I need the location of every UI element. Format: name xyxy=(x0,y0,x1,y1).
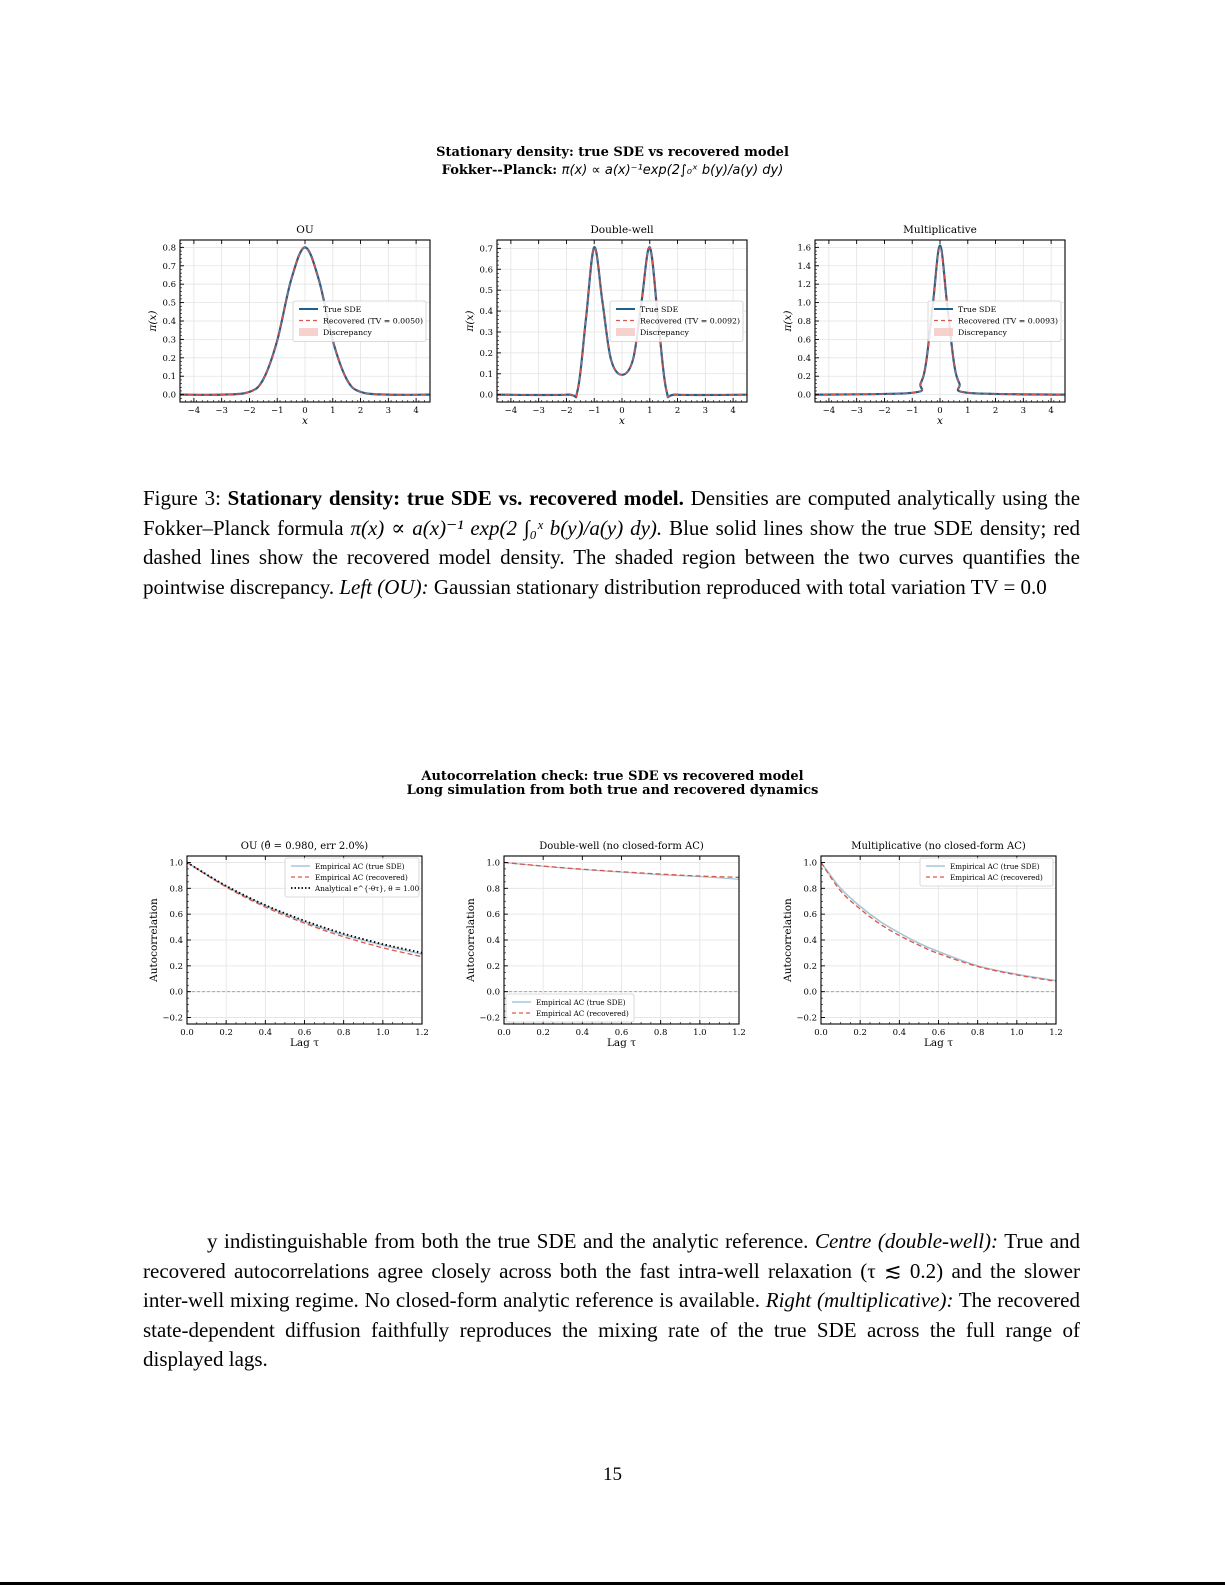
legend xyxy=(928,301,1061,342)
figure3-panel-0 xyxy=(147,224,430,427)
svg-text:1.0: 1.0 xyxy=(486,858,500,869)
svg-text:0.0: 0.0 xyxy=(162,390,176,401)
svg-text:1: 1 xyxy=(330,406,336,416)
svg-text:−4: −4 xyxy=(822,406,836,416)
page-number: 15 xyxy=(603,1464,622,1485)
figure4-suptitle-line2: Long simulation from both true and recovered dynamics xyxy=(406,783,819,798)
svg-text:0.0: 0.0 xyxy=(479,390,493,401)
x-axis-label: x xyxy=(302,415,308,427)
svg-text:0.4: 0.4 xyxy=(486,936,500,946)
y-axis-label: Autocorrelation xyxy=(782,898,794,982)
svg-text:−3: −3 xyxy=(532,406,545,416)
svg-text:0.3: 0.3 xyxy=(479,327,493,338)
figure3-suptitle xyxy=(0,145,1225,179)
svg-text:0.6: 0.6 xyxy=(297,1028,312,1038)
svg-text:1.6: 1.6 xyxy=(797,243,811,254)
svg-text:0.4: 0.4 xyxy=(479,307,493,318)
svg-text:2: 2 xyxy=(357,406,364,416)
figure3-suptitle-line1: Stationary density: true SDE vs recovered model xyxy=(436,145,789,160)
svg-text:0.2: 0.2 xyxy=(536,1028,550,1038)
caption-text-1: Densities are computed analytically using the Fokker–Planck formula xyxy=(143,486,1081,540)
svg-text:1.0: 1.0 xyxy=(1010,1028,1024,1038)
svg-text:−4: −4 xyxy=(504,406,518,416)
svg-text:1: 1 xyxy=(647,406,653,416)
svg-text:0.4: 0.4 xyxy=(575,1028,590,1038)
legend-entry-discrepancy: Discrepancy xyxy=(640,328,689,337)
svg-text:−2: −2 xyxy=(878,406,891,416)
svg-text:0.6: 0.6 xyxy=(614,1028,629,1038)
svg-text:0.2: 0.2 xyxy=(797,372,811,383)
svg-text:0.4: 0.4 xyxy=(892,1028,907,1038)
figure3-suptitle-line2 xyxy=(0,163,1225,179)
svg-text:0.6: 0.6 xyxy=(803,910,817,921)
body-text-3: The recovered state-dependent diffusion faithfully reproduces the mixing rate of the true SDE across the full range of displayed lags. xyxy=(143,1288,1080,1372)
svg-text:3: 3 xyxy=(385,406,392,416)
svg-text:−3: −3 xyxy=(215,406,228,416)
svg-text:1.2: 1.2 xyxy=(797,280,811,291)
legend-entry-1: Empirical AC (recovered) xyxy=(950,873,1043,882)
caption-bold-title: Stationary density: true SDE vs. recovered model. xyxy=(227,486,684,510)
legend xyxy=(506,994,634,1022)
caption-text-2: Blue solid lines show the true SDE density; red dashed lines show the recovered model density. The shaded region between the two curves quantifies the pointwise discrepancy. xyxy=(143,515,1081,599)
svg-text:0.6: 0.6 xyxy=(797,335,811,346)
svg-text:0: 0 xyxy=(937,406,943,416)
svg-text:−3: −3 xyxy=(850,406,863,416)
svg-text:0.2: 0.2 xyxy=(803,961,817,972)
svg-text:0.3: 0.3 xyxy=(162,335,176,346)
legend-entry-0: Empirical AC (true SDE) xyxy=(950,862,1040,871)
caption-label: Figure 3: xyxy=(143,486,221,510)
svg-text:0: 0 xyxy=(619,406,625,416)
svg-text:0.5: 0.5 xyxy=(162,298,176,309)
legend-entry-0: True SDE xyxy=(640,305,679,314)
figure4-panel-0 xyxy=(148,841,429,1049)
svg-text:0.5: 0.5 xyxy=(479,286,493,297)
svg-text:1.0: 1.0 xyxy=(169,858,183,869)
legend-entry-1: Empirical AC (recovered) xyxy=(536,1009,629,1018)
legend-entry-1: Empirical AC (recovered) xyxy=(315,873,408,882)
x-axis-label: x xyxy=(937,415,943,427)
y-axis-label: π(x) xyxy=(782,310,794,332)
figure4-suptitle xyxy=(0,770,1225,798)
legend-entry-0: True SDE xyxy=(323,305,362,314)
svg-text:0.4: 0.4 xyxy=(797,353,811,364)
legend-entry-0: True SDE xyxy=(958,305,997,314)
svg-text:0.7: 0.7 xyxy=(479,244,493,255)
figure4-suptitle-line1: Autocorrelation check: true SDE vs recovered model xyxy=(421,769,804,784)
svg-text:0.4: 0.4 xyxy=(162,317,176,327)
svg-text:1: 1 xyxy=(965,406,971,416)
figure3-panel-2 xyxy=(782,224,1065,427)
y-axis-label: π(x) xyxy=(147,310,159,332)
svg-text:1.2: 1.2 xyxy=(732,1028,746,1038)
svg-text:−4: −4 xyxy=(187,406,201,416)
svg-text:0.6: 0.6 xyxy=(931,1028,946,1038)
body-text-1: y indistinguishable from both the true SDE and the analytic reference. xyxy=(207,1229,809,1253)
svg-text:0.7: 0.7 xyxy=(162,261,176,272)
svg-text:0.4: 0.4 xyxy=(803,936,817,946)
svg-text:0.8: 0.8 xyxy=(803,884,817,895)
svg-text:1.0: 1.0 xyxy=(376,1028,390,1038)
legend-entry-1: Recovered (TV = 0.0093) xyxy=(958,316,1059,326)
svg-text:0.6: 0.6 xyxy=(162,280,176,291)
svg-text:−2: −2 xyxy=(560,406,573,416)
svg-text:0: 0 xyxy=(302,406,308,416)
figure3-suptitle-label: Fokker--Planck: xyxy=(441,163,558,178)
x-axis-label: Lag τ xyxy=(923,1037,954,1049)
legend-entry-1: Recovered (TV = 0.0092) xyxy=(640,316,741,326)
svg-text:0.0: 0.0 xyxy=(497,1028,511,1038)
svg-text:0.2: 0.2 xyxy=(162,353,176,364)
svg-text:0.8: 0.8 xyxy=(970,1028,985,1038)
svg-text:2: 2 xyxy=(992,406,999,416)
figure4-panel-2 xyxy=(782,841,1063,1049)
svg-text:1.0: 1.0 xyxy=(797,298,811,309)
panel-title: Multiplicative xyxy=(903,224,977,236)
legend-entry-discrepancy: Discrepancy xyxy=(958,328,1007,337)
svg-text:0.8: 0.8 xyxy=(336,1028,351,1038)
legend-entry-2: Analytical e^{-θτ}, θ = 1.00 xyxy=(315,884,420,893)
svg-text:−0.2: −0.2 xyxy=(796,1013,817,1024)
figure4-panel-1 xyxy=(465,841,746,1049)
svg-text:0.8: 0.8 xyxy=(169,884,183,895)
legend xyxy=(285,858,420,897)
panel-title: Double-well (no closed-form AC) xyxy=(539,841,704,852)
svg-text:4: 4 xyxy=(413,406,419,416)
figure3-density-plots xyxy=(0,215,1225,440)
legend-entry-0: Empirical AC (true SDE) xyxy=(536,998,626,1007)
legend-entry-0: Empirical AC (true SDE) xyxy=(315,862,405,871)
svg-text:0.0: 0.0 xyxy=(486,987,500,998)
figure3-caption xyxy=(143,484,1080,602)
svg-text:2: 2 xyxy=(674,406,681,416)
svg-text:−1: −1 xyxy=(905,406,919,416)
svg-text:0.8: 0.8 xyxy=(162,243,176,254)
panel-title: OU (θ̂ = 0.980, err 2.0%) xyxy=(240,841,369,852)
legend xyxy=(920,858,1053,886)
figure4-autocorrelation-plots xyxy=(0,830,1225,1060)
x-axis-label: Lag τ xyxy=(289,1037,320,1049)
svg-text:0.0: 0.0 xyxy=(169,987,183,998)
svg-text:−1: −1 xyxy=(587,406,601,416)
svg-text:0.8: 0.8 xyxy=(653,1028,668,1038)
svg-text:4: 4 xyxy=(1048,406,1054,416)
svg-text:0.8: 0.8 xyxy=(797,317,811,327)
panel-title: OU xyxy=(296,224,314,236)
svg-text:−1: −1 xyxy=(270,406,284,416)
svg-text:0.6: 0.6 xyxy=(486,910,500,921)
y-axis-label: Autocorrelation xyxy=(148,898,160,982)
svg-text:0.4: 0.4 xyxy=(169,936,183,946)
svg-text:0.2: 0.2 xyxy=(169,961,183,972)
svg-text:1.2: 1.2 xyxy=(415,1028,429,1038)
svg-text:0.1: 0.1 xyxy=(162,372,176,383)
svg-text:−2: −2 xyxy=(243,406,256,416)
svg-text:0.2: 0.2 xyxy=(219,1028,233,1038)
svg-text:0.0: 0.0 xyxy=(803,987,817,998)
svg-text:1.0: 1.0 xyxy=(803,858,817,869)
svg-text:1.4: 1.4 xyxy=(797,261,811,272)
svg-text:−0.2: −0.2 xyxy=(162,1013,183,1024)
svg-text:0.4: 0.4 xyxy=(258,1028,273,1038)
caption-text-3: Gaussian stationary distribution reproduced with total variation TV = 0.0 xyxy=(433,574,1047,599)
legend xyxy=(293,301,426,342)
svg-text:1.0: 1.0 xyxy=(693,1028,707,1038)
svg-text:0.8: 0.8 xyxy=(486,884,500,895)
figure3-panel-1 xyxy=(464,224,747,427)
caption-formula: π(x) ∝ a(x)⁻¹ exp(2 ∫₀ˣ b(y)/a(y) dy). xyxy=(350,515,663,540)
legend xyxy=(610,301,743,342)
svg-text:4: 4 xyxy=(730,406,736,416)
body-italic-right: Right (multiplicative): xyxy=(765,1288,954,1313)
x-axis-label: Lag τ xyxy=(606,1037,637,1049)
svg-text:0.6: 0.6 xyxy=(169,910,183,921)
svg-text:0.6: 0.6 xyxy=(479,265,493,276)
x-axis-label: x xyxy=(619,415,625,427)
body-paragraph xyxy=(143,1227,1080,1375)
y-axis-label: π(x) xyxy=(464,310,476,332)
panel-title: Double-well xyxy=(590,224,654,236)
svg-text:−0.2: −0.2 xyxy=(479,1013,500,1024)
figure3-suptitle-formula: π(x) ∝ a(x)⁻¹exp(2∫₀ˣ b(y)/a(y) dy) xyxy=(561,163,784,178)
svg-text:0.2: 0.2 xyxy=(486,961,500,972)
y-axis-label: Autocorrelation xyxy=(465,898,477,982)
caption-italic-left: Left (OU): xyxy=(339,574,429,599)
svg-text:3: 3 xyxy=(702,406,709,416)
legend-entry-1: Recovered (TV = 0.0050) xyxy=(323,316,424,326)
panel-title: Multiplicative (no closed-form AC) xyxy=(851,841,1026,852)
body-italic-centre: Centre (double-well): xyxy=(814,1229,999,1253)
svg-text:3: 3 xyxy=(1020,406,1027,416)
svg-text:0.0: 0.0 xyxy=(797,390,811,401)
svg-text:0.0: 0.0 xyxy=(814,1028,828,1038)
svg-text:1.2: 1.2 xyxy=(1049,1028,1063,1038)
legend-entry-discrepancy: Discrepancy xyxy=(323,328,372,337)
svg-text:0.1: 0.1 xyxy=(479,369,493,380)
svg-text:0.2: 0.2 xyxy=(479,348,493,359)
svg-text:0.2: 0.2 xyxy=(853,1028,867,1038)
svg-text:0.0: 0.0 xyxy=(180,1028,194,1038)
body-text-2: True and recovered autocorrelations agree closely across both the fast intra-well relaxation (τ ≲ 0.2) and the slower inter-well mixing regime. No closed-form analytic reference is available. xyxy=(143,1229,1081,1313)
